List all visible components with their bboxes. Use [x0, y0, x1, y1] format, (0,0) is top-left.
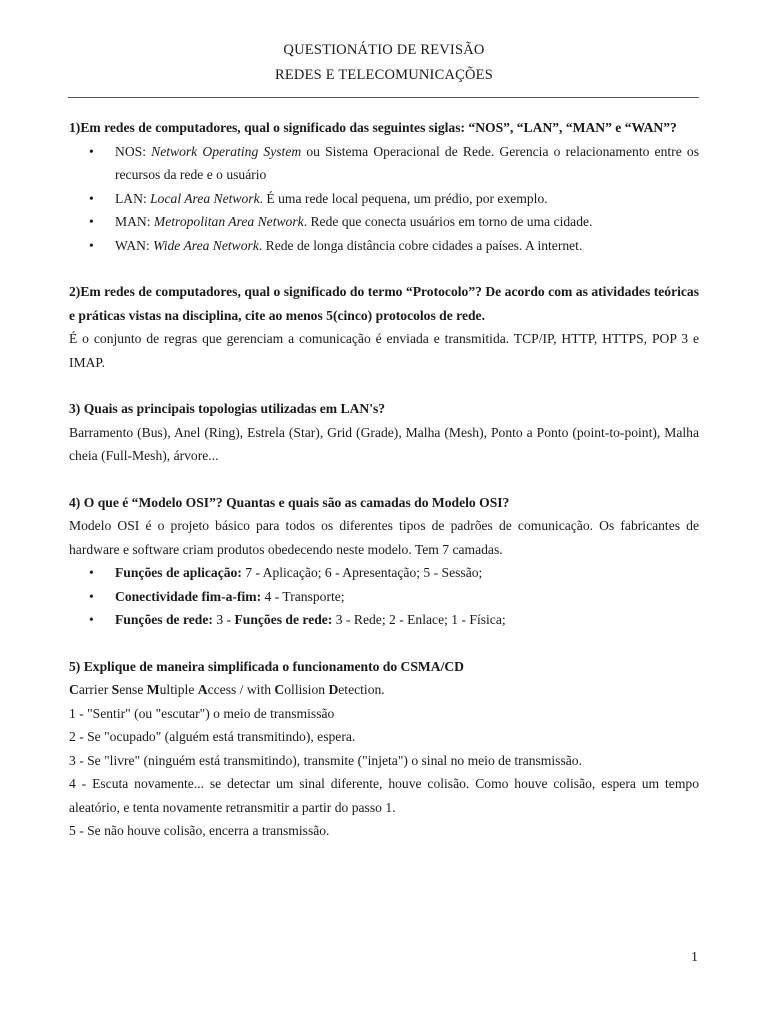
item-text: 3 - Rede; 2 - Enlace; 1 - Física;	[332, 612, 506, 627]
step-1: 1 - "Sentir" (ou "escutar") o meio de transmissão	[69, 705, 335, 721]
csma-cd-expansion: Carrier Sense Multiple Access / with Collision Detection.	[69, 682, 385, 697]
item-text: . Rede de longa distância cobre cidades a países. A internet.	[258, 237, 583, 253]
question-1: 1)Em redes de computadores, qual o significado das seguintes siglas: “NOS”, “LAN”, “MAN” e “WAN”?	[69, 120, 677, 135]
answer-3: Barramento (Bus), Anel (Ring), Estrela (Star), Grid (Grade), Malha (Mesh), Ponto a Ponto (point-to-point), Malha cheia (Full-Mesh), árvore...	[69, 424, 699, 463]
step-5: 5 - Se não houve colisão, encerra a transmissão.	[69, 823, 330, 838]
item-label: Funções de rede:	[115, 612, 213, 627]
question-5: 5) Explique de maneira simplificada o funcionamento do CSMA/CD	[69, 658, 464, 674]
answer-4: Modelo OSI é o projeto básico para todos os diferentes tipos de padrões de comunicação. Os fabricantes de hardware e software criam produtos obedecendo neste modelo. Tem 7 camadas.	[69, 518, 699, 557]
item-term: Metropolitan Area Network	[153, 214, 304, 229]
question-2: 2)Em redes de computadores, qual o significado do termo “Protocolo”? De acordo com as atividades teóricas e práticas vistas na disciplina, cite ao menos 5(cinco) protocolos de rede.	[69, 284, 699, 323]
item-text: . É uma rede local pequena, um prédio, por exemplo.	[259, 190, 548, 206]
step-3: 3 - Se "livre" (ninguém está transmitindo), transmite ("injeta") o sinal no meio de transmissão.	[69, 752, 582, 768]
header-divider	[68, 97, 699, 98]
question-4: 4) O que é “Modelo OSI”? Quantas e quais são as camadas do Modelo OSI?	[69, 494, 510, 510]
page-number: 1	[691, 950, 698, 965]
bullet-icon: •	[89, 143, 94, 159]
item-term: Network Operating System	[151, 143, 302, 159]
bullet-icon: •	[89, 214, 94, 229]
item-abbr: NOS:	[115, 143, 152, 159]
item-text: 3 -	[212, 612, 235, 627]
bullet-icon: •	[89, 588, 94, 604]
item-term: Wide Area Network	[153, 237, 259, 253]
question-3: 3) Quais as principais topologias utilizadas em LAN's?	[69, 401, 386, 416]
item-text: ou Sistema Operacional de Rede. Gerencia o relacionamento entre os recursos da rede e o usuário	[115, 143, 699, 182]
item-abbr: LAN:	[115, 190, 151, 206]
bullet-icon: •	[89, 190, 94, 206]
document-page	[69, 38, 699, 843]
answer-2: É o conjunto de regras que gerenciam a comunicação é enviada e transmitida. TCP/IP, HTTP, HTTPS, POP 3 e IMAP.	[69, 331, 699, 370]
list-item	[69, 234, 699, 258]
bullet-icon: •	[89, 565, 94, 580]
q1-list	[69, 140, 699, 258]
title-line-2: REDES E TELECOMUNICAÇÕES	[274, 67, 493, 83]
item-label: Funções de rede:	[234, 612, 333, 627]
list-item	[69, 608, 699, 632]
list-item	[69, 561, 699, 585]
list-item	[69, 140, 699, 187]
step-2: 2 - Se "ocupado" (alguém está transmitindo), espera.	[69, 729, 356, 744]
item-text: 7 - Aplicação; 6 - Apresentação; 5 - Sessão;	[241, 565, 483, 580]
item-label: Funções de aplicação:	[115, 565, 242, 580]
item-text: 4 - Transporte;	[261, 588, 345, 604]
list-item	[69, 187, 699, 211]
q4-list	[69, 561, 699, 632]
step-4: 4 - Escuta novamente... se detectar um sinal diferente, houve colisão. Como houve colisão, espera um tempo aleatório, e tenta novamente retransmitir a partir do passo 1.	[69, 776, 699, 815]
bullet-icon: •	[89, 237, 94, 253]
list-item	[69, 210, 699, 234]
item-abbr: MAN:	[115, 214, 154, 229]
item-term: Local Area Network	[150, 190, 260, 206]
list-item	[69, 585, 699, 609]
item-abbr: WAN:	[115, 237, 154, 253]
item-label: Conectividade fim-a-fim:	[115, 588, 262, 604]
item-text: . Rede que conecta usuários em torno de uma cidade.	[303, 214, 593, 229]
bullet-icon: •	[89, 612, 94, 627]
title-line-1: QUESTIONÁTIO DE REVISÃO	[283, 42, 485, 58]
